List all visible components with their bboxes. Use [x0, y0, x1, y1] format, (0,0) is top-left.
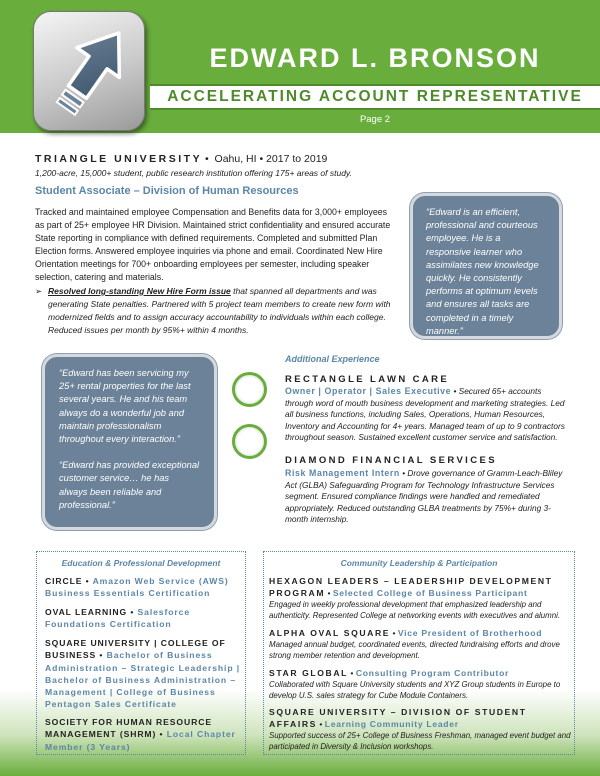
- additional-experience-heading: Additional Experience: [285, 354, 380, 364]
- page-number: Page 2: [359, 114, 391, 125]
- company-description: Owner | Operator | Sales Executive • Secured 65+ accounts through word of mouth business development and marketing strategies. Led all business functions, including Sales, Operations, Human Resources, Inventory and Accounting for 4+ years. Managed team of up to 9 contractors throughout season. Sustained excellent customer service and satisfaction.: [285, 386, 565, 443]
- certification-item: SOCIETY FOR HUMAN RESOURCE MANAGEMENT (SHRM) • Local Chapter Member (3 Years): [45, 717, 236, 752]
- testimonial-quote-2: [42, 354, 217, 530]
- job-title: ACCELERATING ACCOUNT REPRESENTATIVE: [167, 88, 583, 105]
- arrow-bullet-icon: ➢: [35, 286, 43, 296]
- company-name: RECTANGLE LAWN CARE: [285, 374, 450, 385]
- education-details: Oahu, HI • 2017 to 2019: [214, 153, 328, 165]
- certification-item: SQUARE UNIVERSITY | COLLEGE OF BUSINESS • Bachelor of Business Administration – Strategic Leadership | Bachelor of Business Administration – Management | College of Business Pentagon Sales Certificate: [45, 638, 241, 710]
- testimonial-quote-1: “Edward is an efficient, professional and courteous employee. He is a responsive learner who assimilates new knowledge quickly. He consistently performs at optimum levels and ensures all tasks are completed in a timely manner.”: [410, 193, 562, 339]
- company-role: Risk Management Intern: [285, 468, 400, 478]
- circle-marker-icon: [232, 424, 267, 459]
- company-name: DIAMOND FINANCIAL SERVICES: [285, 455, 497, 466]
- job-title-bar: [150, 84, 600, 110]
- company-description: Risk Management Intern • Drove governance of Gramm-Leach-Bliley Act (GLBA) Safeguarding Program for Technology Infrastructure Services segment. Ensured compliance findings were handled and remediated appropriately. Reduced outstanding GLBA treatments by 75%+ during 3-month internship.: [285, 468, 563, 525]
- role-description: Tracked and maintained employee Compensation and Benefits data for 3,000+ employees as part of 25+ employee HR Division. Maintained strict confidentiality and ensured accurate State reporting in compliance with defined requirements. Completed and submitted Plan Election forms. Answered employee inquiries via phone and email. Coordinated New Hire Orientation meetings for 700+ onboarding employees per semester, including speaker selection, catering and materials.: [35, 207, 391, 282]
- role-title: Student Associate – Division of Human Resources: [35, 185, 299, 197]
- community-item: HEXAGON LEADERS – LEADERSHIP DEVELOPMENT PROGRAM • Selected College of Business Participant Engaged in weekly professional development that emphasized leadership and authenticity. Represented College at networking events with executives and alumni.: [269, 576, 561, 621]
- community-item: STAR GLOBAL • Consulting Program Contributor Collaborated with Square University students and XYZ Group students in Europe to develop U.S. sales strategy for Cube Module Containers.: [269, 668, 561, 701]
- bullet-lead: Resolved long-standing New Hire Form issue: [48, 286, 231, 296]
- testimonial-quote-2b: “Edward has provided exceptional customer service… he has always been reliable and professional.”: [59, 460, 200, 510]
- education-subtitle: 1,200-acre, 15,000+ student, public research institution offering 175+ areas of study.: [35, 168, 352, 178]
- testimonial-quote-2a: “Edward has been servicing my 25+ rental properties for the last several years. He and his team always do a wonderful job and maintain professionalism throughout every interaction.”: [59, 368, 191, 445]
- arrow-up-right-icon: [34, 12, 146, 132]
- community-item: ALPHA OVAL SQUARE • Vice President of Brotherhood Managed annual budget, coordinated events, directed fundraising efforts and drove strong member retention and development.: [269, 628, 560, 661]
- community-title: Community Leadership & Participation: [340, 558, 498, 568]
- candidate-name: EDWARD L. BRONSON: [209, 43, 541, 73]
- company-text: Secured 65+ accounts through word of mouth business development and marketing strategies. Led all business functions, including Sales, Operations, Human Resources, Inventory and Accounting for 4+ years. Managed team of up to 9 contractors throughout season. Sustained excellent customer service and satisfaction.: [285, 386, 565, 443]
- bullet-text: that spanned all departments and was generating State penalties. Partnered with 5 project team members to create new form with modernized fields and to assign accuracy accountability to individuals within each college. Reduced issues per month by 95%+ within 4 months.: [48, 286, 391, 335]
- certification-item: CIRCLE • Amazon Web Service (AWS) Business Essentials Certification: [45, 576, 229, 599]
- community-item: SQUARE UNIVERSITY – DIVISION OF STUDENT AFFAIRS • Learning Community Leader Supported success of 25+ College of Business Freshman, managed event budget and participated in Diversity & Inclusion workshops.: [269, 707, 571, 752]
- logo: [33, 11, 145, 131]
- achievement-bullet: [35, 285, 395, 337]
- professional-development-title: Education & Professional Development: [61, 558, 221, 568]
- education-heading: TRIANGLE UNIVERSITY • Oahu, HI • 2017 to 2019: [35, 153, 328, 165]
- circle-marker-icon: [232, 372, 267, 407]
- university-name: TRIANGLE UNIVERSITY: [35, 153, 203, 165]
- certification-item: OVAL LEARNING • Salesforce Foundations Certification: [45, 607, 191, 630]
- company-text: Drove governance of Gramm-Leach-Bliley Act (GLBA) Safeguarding Program for Technology Infrastructure Services segment. Ensured compliance findings were handled and remediated appropriately. Reduced outstanding GLBA treatments by 75%+ during 3-month internship.: [285, 468, 563, 525]
- company-role: Owner | Operator | Sales Executive: [285, 386, 452, 396]
